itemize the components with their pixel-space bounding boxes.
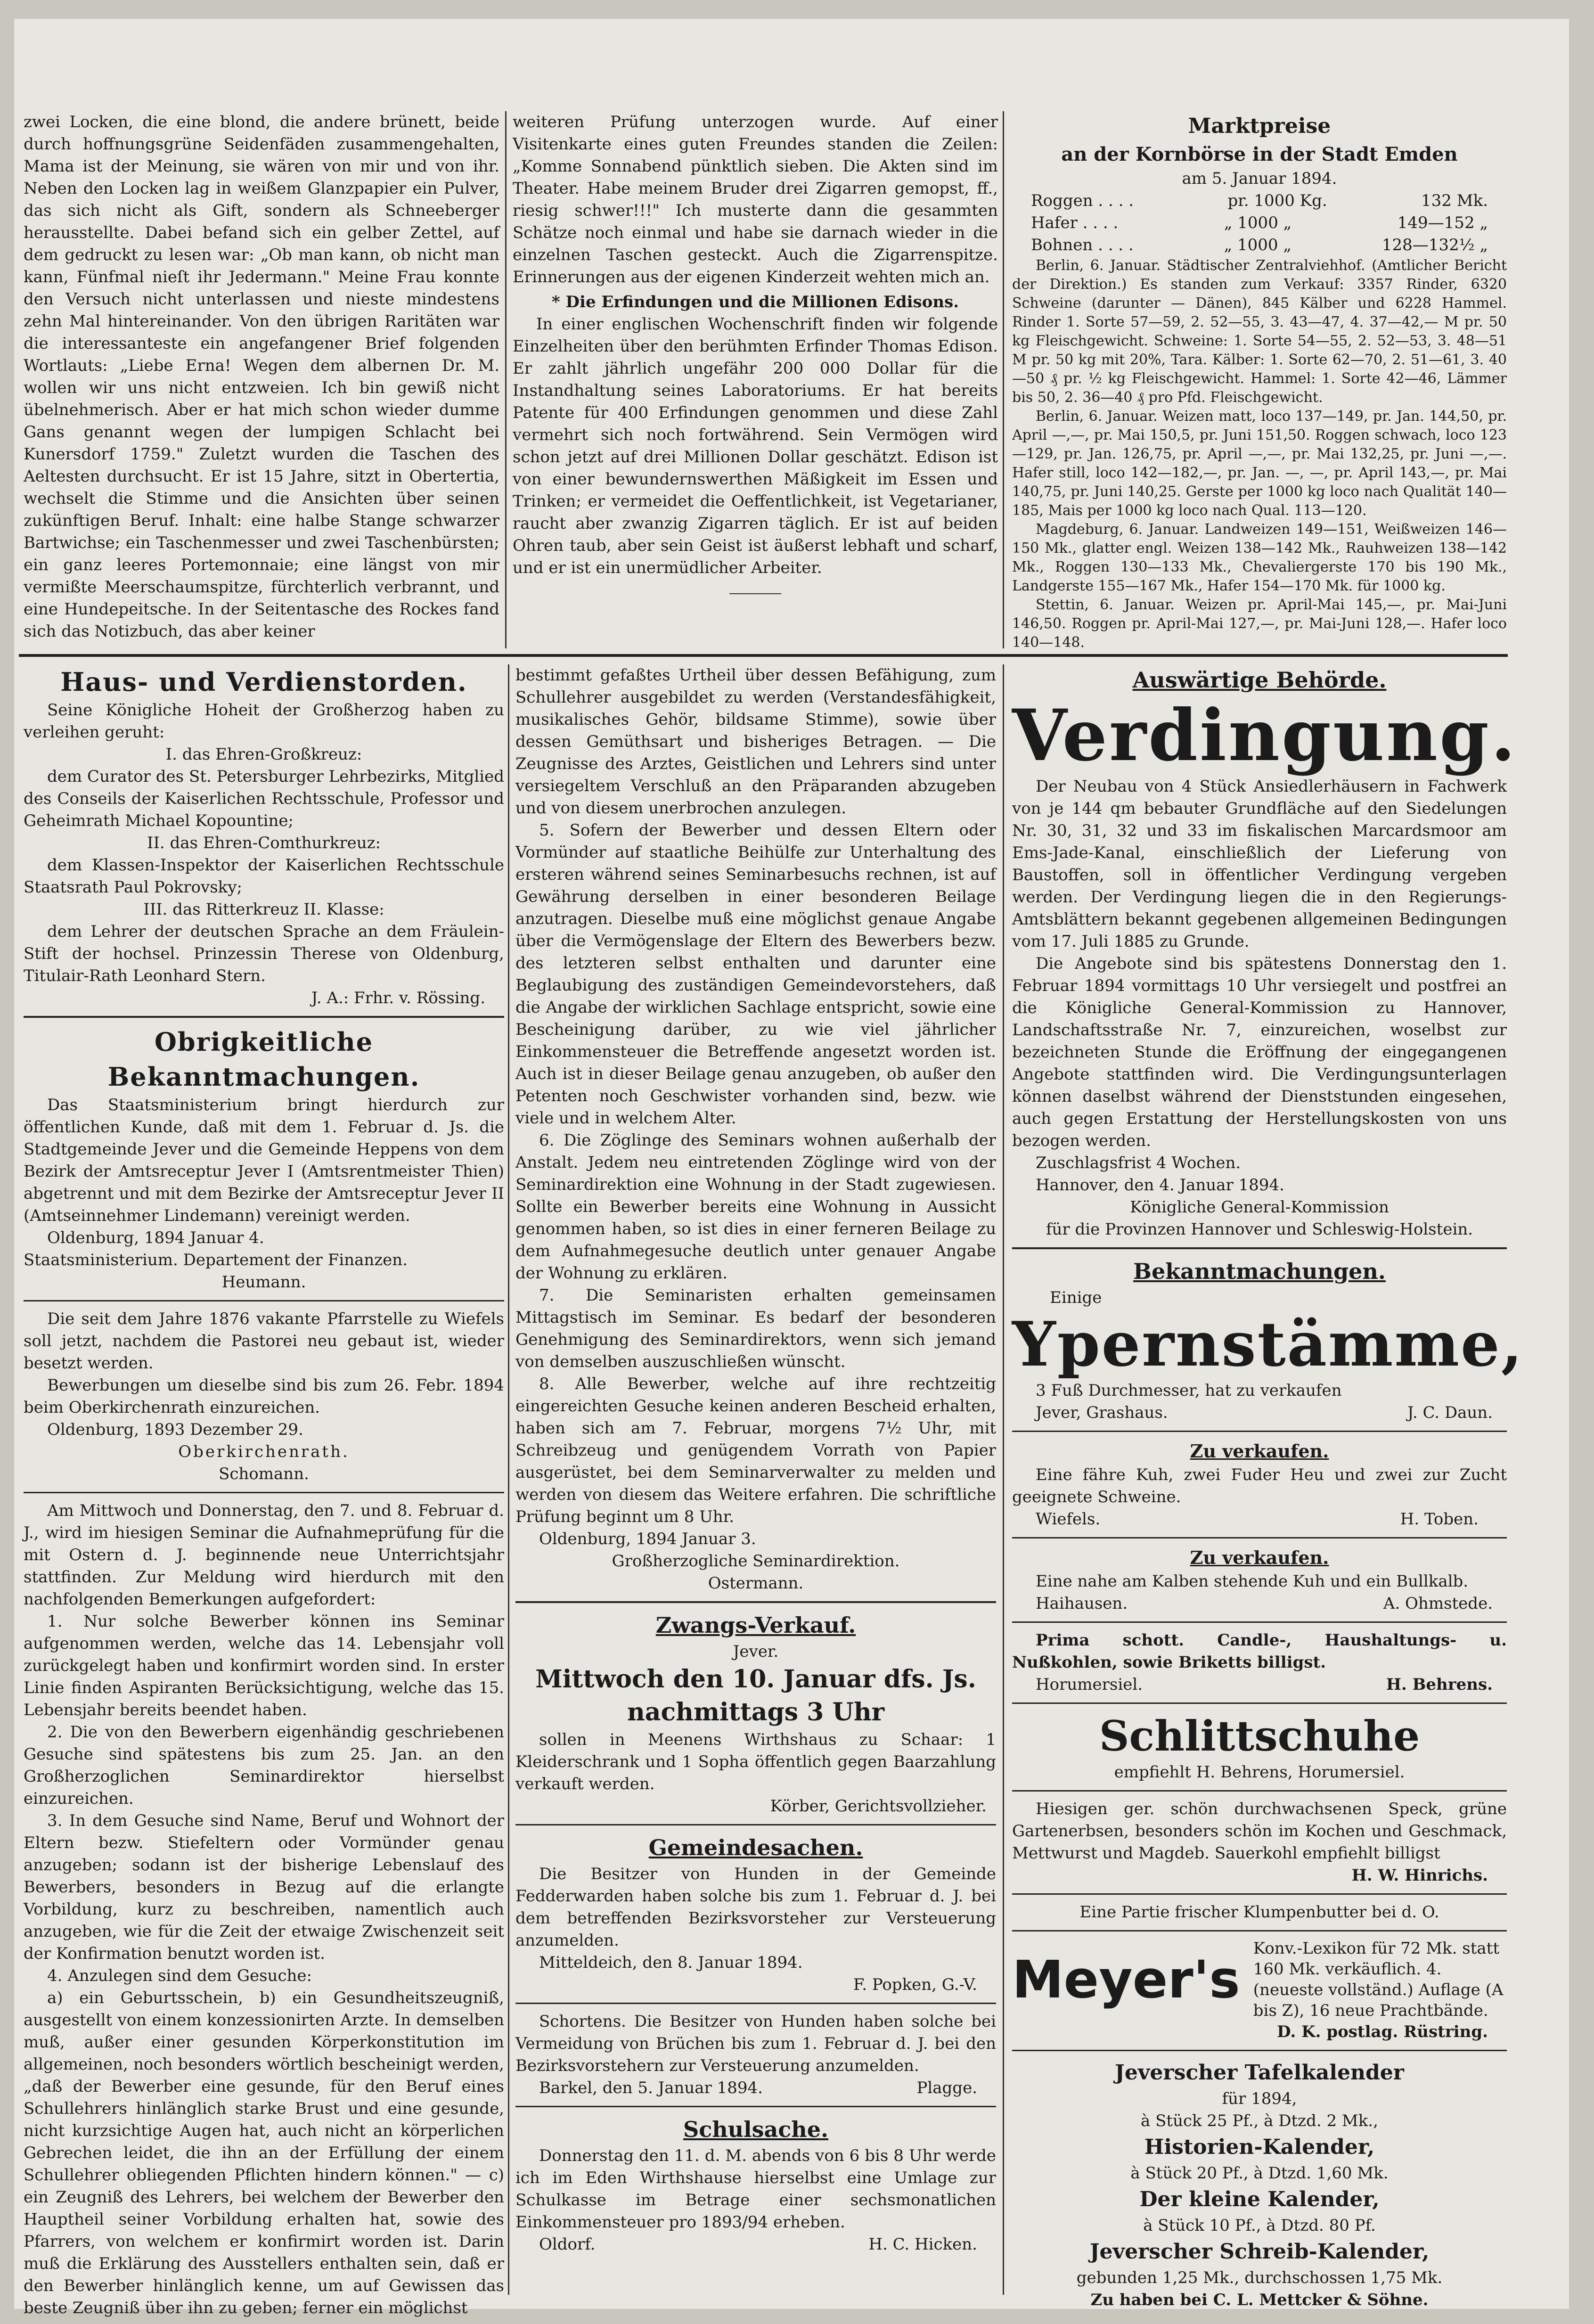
rule — [1012, 1431, 1507, 1432]
pfarr-signature: Oberkirchenrath. — [178, 1442, 350, 1461]
seminar-item-4: 4. Anzulegen sind dem Gesuche: — [47, 1966, 312, 1985]
orden-class-3: III. das Ritterkreuz II. Klasse: — [143, 900, 384, 919]
seminar-item-2: 2. Die von den Bewerbern eigenhändig geschriebenen Gesuche sind spätestens bis zum 25. Jan. an den Großherzoglichen Seminardirektor hierselbst einzureichen. — [24, 1723, 504, 1808]
market-price-name: Bohnen . . . . — [1031, 236, 1134, 254]
auswaertige-title: Auswärtige Behörde. — [1132, 667, 1387, 693]
obrig-text: Das Staatsministerium bringt hierdurch zur öffentlichen Kunde, daß mit dem 1. Februar d. Js. die Stadtgemeinde Jever und die Gemeinde Heppens von dem Bezirk der Amtsreceptur Jever I (Amtsrentmeister Thien) abgetrennt und mit dem Bezirke der Amtsreceptur Jever II (Amtseinnehmer Lindemann) vereinigt werden. — [24, 1096, 504, 1225]
column-divider — [505, 111, 507, 648]
column-divider — [508, 664, 509, 2295]
newspaper-page — [14, 19, 1569, 2317]
column-2-top — [513, 111, 998, 648]
schortens-date: Barkel, den 5. Januar 1894. — [539, 2079, 763, 2097]
seminar-item-1: 1. Nur solche Bewerber können ins Seminar aufgenommen werden, welche das 14. Lebensjahr voll zurückgelegt haben und konfirmirt worden sind. In erster Linie finden Aspiranten Berücksichtigung, welche das 15. Lebensjahr bereits beendet haben. — [24, 1612, 504, 1719]
article-end-rule — [729, 593, 781, 594]
rule — [1012, 1702, 1507, 1704]
seminar-date: Oldenburg, 1894 Januar 3. — [539, 1530, 756, 1548]
rule — [1012, 1537, 1507, 1538]
rule — [1012, 1790, 1507, 1792]
article-heading: * Die Erfindungen und die Millionen Edisons. — [551, 293, 959, 311]
verkaufen-2-title: Zu verkaufen. — [1190, 1547, 1329, 1568]
zwang-date: Mittwoch den 10. Januar dfs. Js. — [535, 1665, 976, 1694]
schulsache-title: Schulsache. — [683, 2117, 829, 2142]
seminar-continued: bestimmt gefaßtes Urtheil über dessen Befähigung, zum Schullehrer ausgebildet zu werden (Verstandesfähigkeit, musikalisches Gehör, bildsame Stimme), sowie über dessen Gemüthsart und bisheriges Betragen. — Die Zeugnisse des Arztes, Geistlichen und Lehrers sind unter versiegeltem Verschluß an den Präparanden abzugeben und von diesem unerbrochen anzulegen. — [515, 666, 996, 818]
column-divider — [1003, 664, 1004, 2295]
verkaufen-2-text: Eine nahe am Kalben stehende Kuh und ein Bullkalb. — [1036, 1572, 1469, 1591]
schlittschuhe-text: empfiehlt H. Behrens, Horumersiel. — [1114, 1763, 1405, 1782]
orden-class-2: II. das Ehren-Comthurkreuz: — [147, 834, 381, 852]
gemeinde-title: Gemeindesachen. — [648, 1835, 863, 1860]
orden-signature: J. A.: Frhr. v. Rössing. — [311, 989, 485, 1007]
speck-signature: H. W. Hinrichs. — [1351, 1866, 1488, 1885]
verkaufen-1-place: Wiefels. — [1036, 1510, 1101, 1529]
market-price-unit: „ 1000 „ — [1224, 213, 1292, 232]
column-2 — [515, 664, 996, 2299]
gemeinde-date: Mitteldeich, den 8. Januar 1894. — [539, 1953, 803, 1972]
market-price-row — [1031, 234, 1488, 256]
rule — [1012, 1247, 1507, 1249]
orden-recipient-1: dem Curator des St. Petersburger Lehrbezirks, Mitglied des Conseils der Kaiserlichen Rechtsschule, Professor und Geheimrath Michael Kopountine; — [24, 767, 504, 830]
market-report-stettin: Stettin, 6. Januar. Weizen pr. April-Mai 145,—, pr. Mai-Juni 146,50. Roggen pr. April-Mai 127,—, pr. Mai-Juni 128,—. Hafer loco 140—148. — [1012, 597, 1507, 651]
schlittschuhe-title: Schlittschuhe — [1099, 1711, 1420, 1760]
seminar-item-5: 5. Sofern der Bewerber und dessen Eltern oder Vormünder auf staatliche Beihülfe zur Unterhaltung des ersteren während seines Seminarbesuchs rechnen, ist auf Gewährung derselben in einer besonderen Beilage anzutragen. Dieselbe muß eine möglichst genaue Angabe über die Vermögenslage der Eltern des Bewerbers bezw. des letzteren selbst enthalten und darunter eine Beglaubigung des zuständigen Gemeindevorstehers, daß die Angabe der wirklichen Sachlage entspricht, sowie eine Bescheinigung darüber, zu wie viel jährlicher Einkommensteuer die Betreffende angesetzt worden ist. Auch ist in dieser Beilage genau anzugeben, ob außer den Petenten noch Geschwister vorhanden sind, bezw. wie viele und in welchem Alter. — [515, 821, 996, 1128]
column-divider — [1003, 111, 1004, 648]
verkaufen-2-footer — [1012, 1593, 1507, 1615]
rule — [1012, 1893, 1507, 1895]
verkaufen-1-title: Zu verkaufen. — [1190, 1440, 1329, 1462]
yp-title: Ypernstämme, — [1012, 1308, 1524, 1380]
market-price-row — [1031, 190, 1488, 212]
schulsache-footer — [515, 2234, 996, 2256]
column-3 — [1012, 664, 1524, 2309]
rule — [24, 1300, 504, 1301]
schreibkalender-title: Jeverscher Schreib-Kalender, — [1089, 2240, 1430, 2264]
meyer-ad — [1012, 1938, 1507, 2021]
schulsache-text: Donnerstag den 11. d. M. abends von 6 bis 8 Uhr werde ich im Eden Wirthshause hierselbst eine Umlage zur Schulkasse im Betrage einer sechsmonatlichen Einkommensteuer pro 1893/94 erheben. — [515, 2146, 996, 2232]
column-1-top — [24, 111, 499, 648]
obrig-signature-name: Heumann. — [221, 1273, 306, 1292]
market-price-unit: pr. 1000 Kg. — [1227, 191, 1327, 210]
verkaufen-2-place: Haihausen. — [1036, 1594, 1128, 1613]
yp-pre: Einige — [1050, 1288, 1102, 1307]
verdingung-signature: Königliche General-Kommission — [1130, 1198, 1389, 1217]
rule — [1012, 1621, 1507, 1623]
kalender-vendor: Zu haben bei C. L. Mettcker & Söhne. — [1090, 2291, 1429, 2309]
market-report-berlin-cattle: Berlin, 6. Januar. Städtischer Zentralviehhof. (Amtlicher Bericht der Direktion.) Es standen zum Verkauf: 3357 Rinder, 6320 Schweine (darunter — Dänen), 845 Kälber und 6228 Hammel. Rinder 1. Sorte 57—59, 2. 52—55, 3. 43—47, 4. 37—42,— M pr. 50 kg Fleischgewicht. Schweine: 1. Sorte 54—55, 2. 52—53, 3. 48—51 M pr. 50 kg mit 20%, Tara. Kälber: 1. Sorte 62—70, 2. 51—61, 3. 40—50 ₰ pr. ½ kg Fleischgewicht. Hammel: 1. Sorte 42—46, Lämmer bis 50, 2. 36—40 ₰ pro Pfd. Fleischgewicht. — [1012, 257, 1507, 406]
seminar-signature-name: Ostermann. — [708, 1574, 804, 1593]
verkaufen-1-text: Eine fähre Kuh, zwei Fuder Heu und zwei zur Zucht geeignete Schweine. — [1012, 1465, 1507, 1506]
rule — [1012, 2050, 1507, 2051]
market-price-name: Hafer . . . . — [1031, 213, 1119, 232]
meyer-signature: D. K. postlag. Rüstring. — [1277, 2022, 1488, 2041]
schortens-signature: Plagge. — [916, 2079, 977, 2097]
kohlen-place: Horumersiel. — [1036, 1675, 1143, 1694]
rule — [24, 1016, 504, 1018]
verkaufen-2-signature: A. Ohmstede. — [1383, 1594, 1493, 1613]
historien-price: à Stück 20 Pf., à Dtzd. 1,60 Mk. — [1130, 2164, 1389, 2183]
seminar-item-8: 8. Alle Bewerber, welche auf ihre rechtzeitig eingereichten Gesuche keinen anderen Bescheid erhalten, haben sich am 7. Februar, morgens 7½ Uhr, mit Schreibzeug und genügendem Vorrath von Papier ausgerüstet, bei dem Seminarverwalter zu melden und werden von diesem das Weitere erfahren. Die schriftliche Prüfung beginnt um 8 Uhr. — [515, 1375, 996, 1526]
orden-title: Haus- und Verdienstorden. — [60, 667, 467, 697]
market-report-magdeburg: Magdeburg, 6. Januar. Landweizen 149—151, Weißweizen 146—150 Mk., glatter engl. Weizen 138—142 Mk., Rauhweizen 138—142 Mk., Roggen 130—133 Mk., Chevaliergerste 170 bis 190 Mk., Landgerste 155—167 Mk., Hafer 154—170 Mk. für 1000 kg. — [1012, 521, 1507, 594]
kohlen-signature: H. Behrens. — [1386, 1675, 1493, 1694]
meyer-text: Konv.-Lexikon für 72 Mk. statt 160 Mk. verkäuflich. 4. (neueste vollständ.) Auflage (A bis Z), 16 neue Prachtbände. — [1253, 1939, 1504, 2020]
obrig-signature: Staatsministerium. Departement der Finanzen. — [24, 1251, 408, 1269]
obrig-date: Oldenburg, 1894 Januar 4. — [47, 1228, 264, 1247]
kohlen-text: Prima schott. Candle-, Haushaltungs- u. Nußkohlen, sowie Briketts billigst. — [1012, 1631, 1507, 1672]
market-price-table — [1012, 190, 1507, 256]
rule — [515, 2003, 996, 2004]
yp-signature: J. C. Daun. — [1407, 1403, 1493, 1422]
market-price-unit: „ 1000 „ — [1224, 236, 1292, 254]
column-3-top — [1012, 111, 1507, 651]
schulsache-signature: H. C. Hicken. — [868, 2235, 977, 2254]
bekanntmachungen-title: Bekanntmachungen. — [1133, 1259, 1386, 1284]
market-subtitle: an der Kornbörse in der Stadt Emden — [1061, 143, 1458, 165]
rule — [515, 2106, 996, 2107]
market-report-berlin-grain: Berlin, 6. Januar. Weizen matt, loco 137—149, pr. Jan. 144,50, pr. April —,—, pr. Mai 150,5, pr. Juni 151,50. Roggen schwach, loco 123—129, pr. Jan. 126,75, pr. April —,—, pr. Mai 132,25, pr. Juni —,—. Hafer still, loco 142—182,—, pr. Jan. —, —, pr. April 143,—, pr. Mai 140,75, pr. Juni 140,25. Gerste per 1000 kg loco nach Qualität 140—185, Mais per 1000 kg loco nach Qual. 113—120. — [1012, 408, 1507, 519]
market-price-row — [1031, 212, 1488, 234]
verdingung-signature-2: für die Provinzen Hannover und Schleswig-Holstein. — [1046, 1220, 1473, 1239]
column-1 — [24, 664, 504, 2317]
seminar-signature: Großherzogliche Seminardirektion. — [612, 1552, 900, 1571]
rule — [515, 1601, 996, 1603]
seminar-intro: Am Mittwoch und Donnerstag, den 7. und 8. Februar d. J., wird im hiesigen Seminar die Aufnahmeprüfung für die mit Ostern d. J. beginnende neue Unterrichtsjahr stattfinden. Zur Meldung wird hierdurch mit den nachfolgenden Bemerkungen aufgefordert: — [24, 1501, 504, 1609]
zwang-time: nachmittags 3 Uhr — [627, 1698, 885, 1727]
kohlen-footer — [1012, 1674, 1507, 1696]
seminar-item-3: 3. In dem Gesuche sind Name, Beruf und Wohnort der Eltern bezw. Stiefeltern oder Vormünder genau anzugeben; sodann ist der bisherige Lebenslauf des Bewerbers, besonders in Bezug auf die erlangte Vorbildung, kurz zu beschreiben, namentlich auch anzugeben, wie für die Zeit der etwaige Zwischenzeit seit der Konfirmation benutzt worden ist. — [24, 1811, 504, 1963]
tafelkalender-price: à Stück 25 Pf., à Dtzd. 2 Mk., — [1141, 2111, 1378, 2130]
market-price-price: 149—152 „ — [1397, 213, 1488, 232]
rule — [1012, 1930, 1507, 1931]
market-date: am 5. Januar 1894. — [1182, 169, 1337, 188]
yp-footer — [1012, 1402, 1507, 1424]
market-price-name: Roggen . . . . — [1031, 191, 1134, 210]
orden-intro: Seine Königliche Hoheit der Großherzog haben zu verleihen geruht: — [24, 701, 504, 742]
meyer-title: Meyer's — [1012, 1949, 1240, 2010]
verkaufen-1-signature: H. Toben. — [1400, 1510, 1479, 1529]
verdingung-text-2: Die Angebote sind bis spätestens Donnerstag den 1. Februar 1894 vormittags 10 Uhr versiegelt und postfrei an die Königliche General-Kommission zu Hannover, Landschaftsstraße Nr. 7, einzureichen, woselbst zur bezeichneten Stunde die Eröffnung der eingegangenen Angebote stattfinden wird. Die Verdingungsunterlagen können daselbst während der Dienststunden eingesehen, auch gegen Erstattung der Herstellungskosten von uns bezogen werden. — [1012, 954, 1507, 1150]
tafelkalender-year: für 1894, — [1222, 2089, 1297, 2108]
yp-place: Jever, Grashaus. — [1036, 1403, 1168, 1422]
verdingung-date: Hannover, den 4. Januar 1894. — [1036, 1176, 1284, 1195]
verdingung-text-3: Zuschlagsfrist 4 Wochen. — [1036, 1154, 1241, 1172]
schortens-footer — [515, 2077, 996, 2099]
schulsache-place: Oldorf. — [539, 2235, 596, 2254]
kleiner-kalender-title: Der kleine Kalender, — [1139, 2187, 1380, 2211]
pfarr-text-2: Bewerbungen um dieselbe sind bis zum 26. Febr. 1894 beim Oberkirchenrath einzureichen. — [24, 1376, 504, 1417]
speck-text: Hiesigen ger. schön durchwachsenen Speck, grüne Gartenerbsen, besonders schön im Kochen und Geschmack, Mettwurst und Magdeb. Sauerkohl empfiehlt billigst — [1012, 1800, 1507, 1863]
pfarr-signature-name: Schomann. — [219, 1465, 309, 1483]
obrig-title: Obrigkeitliche Bekanntmachungen. — [107, 1027, 420, 1092]
seminar-item-7: 7. Die Seminaristen erhalten gemeinsamen Mittagstisch im Seminar. Es bedarf der besonderen Genehmigung des Seminardirektors, wenn sich jemand von demselben auszuschließen wünscht. — [515, 1286, 996, 1371]
article-paragraph: In einer englischen Wochenschrift finden wir folgende Einzelheiten über den berühmten Erfinder Thomas Edison. Er zahlt jährlich ungefähr 200 000 Dollar für die Instandhaltung seines Laboratoriums. Er hat bereits Patente für 400 Erfindungen genommen und diese Zahl vermehrt sich noch fortwährend. Sein Vermögen wird schon jetzt auf drei Millionen Dollar geschätzt. Edison ist von einer bewundernswerthen Mäßigkeit im Essen und Trinken; er vermeidet die Oeffentlichkeit, ist Vegetarianer, raucht aber zwanzig Zigarren täglich. Er ist auf beiden Ohren taub, aber sein Geist ist äußerst lebhaft und scharf, und er ist ein unermüdlicher Arbeiter. — [513, 315, 998, 577]
schortens-text: Schortens. Die Besitzer von Hunden haben solche bei Vermeidung von Brüchen bis zum 1. Februar d. J. bei den Bezirksvorstehern zur Versteuerung anzumelden. — [515, 2012, 996, 2075]
orden-recipient-3: dem Lehrer der deutschen Sprache an dem Fräulein-Stift der hochsel. Prinzessin Therese von Oldenburg, Titulair-Rath Leonhard Stern. — [24, 922, 504, 985]
schreibkalender-text: gebunden 1,25 Mk., durchschossen 1,75 Mk. — [1076, 2268, 1443, 2287]
orden-recipient-2: dem Klassen-Inspektor der Kaiserlichen Rechtsschule Staatsrath Paul Pokrovsky; — [24, 856, 504, 897]
market-price-price: 132 Mk. — [1421, 191, 1488, 210]
story-paragraph: weiteren Prüfung unterzogen wurde. Auf einer Visitenkarte eines guten Freundes standen die Zeilen: „Komme Sonnabend pünktlich sieben. Die Akten sind im Theater. Habe meinem Bruder drei Zigarren gemopst, ff., riesig schwer!!!" Ich musterte dann die gesammten Schätze noch einmal und habe sie darnach wieder in die einzelnen Taschen gesteckt. Auch die Zigarrenspitze. Erinnerungen aus der eigenen Kinderzeit wehten mich an. — [513, 113, 998, 286]
market-title: Marktpreise — [1188, 114, 1331, 138]
kleiner-kalender-price: à Stück 10 Pf., à Dtzd. 80 Pf. — [1143, 2216, 1376, 2235]
butter-text: Eine Partie frischer Klumpenbutter bei d. O. — [1079, 1903, 1439, 1922]
yp-text: 3 Fuß Durchmesser, hat zu verkaufen — [1036, 1381, 1342, 1400]
verdingung-title: Verdingung. — [1012, 694, 1518, 777]
pfarr-date: Oldenburg, 1893 Dezember 29. — [47, 1420, 303, 1439]
story-paragraph: zwei Locken, die eine blond, die andere brünett, beide durch hoffnungsgrüne Seidenfäden zusammengehalten, Mama ist der Meinung, sie wären von mir und von ihr. Neben den Locken lag in weißem Glanzpapier ein Pulver, das sich nicht als Gift, sondern als Schneeberger herausstellte. Dabei befand sich ein gelber Zettel, auf dem gedruckt zu lesen war: „Ob man kann, ob nicht man kann, Fünfmal nieſt ihr Jedermann." Meine Frau konnte den Versuch nicht unterlassen und nieste mindestens zehn Mal hintereinander. Von den übrigen Raritäten war die interessanteste ein angefangener Brief folgenden Wortlauts: „Liebe Erna! Wegen dem albernen Dr. M. wollen wir uns nicht entzweien. Ich bin gewiß nicht übelnehmerisch. Aber er hat mich schon wieder dumme Gans genannt wegen der lumpigen Schlacht bei Kunersdorf 1759." Zuletzt wurden die Taschen des Aeltesten durchsucht. Er ist 15 Jahre, sitzt in Obertertia, wechselt die Stimme und die Ansichten über seinen zukünftigen Beruf. Inhalt: eine halbe Stange schwarzer Bartwichse; ein Taschenmesser und zwei Taschenbürsten; ein ganz leeres Portemonnaie; eine längst von mir vermißte Meerschaumspitze, fürchterlich verbrannt, und eine Hundepeitsche. In der Seitentasche des Rockes fand sich das Notizbuch, das aber keiner — [24, 113, 499, 641]
gemeinde-signature: F. Popken, G.-V. — [853, 1975, 977, 1994]
zwang-text: sollen in Meenens Wirthshaus zu Schaar: 1 Kleiderschrank und 1 Sopha öffentlich gegen Baarzahlung verkauft werden. — [515, 1730, 996, 1793]
tafelkalender-title: Jeverscher Tafelkalender — [1115, 2061, 1404, 2085]
verkaufen-1-footer — [1012, 1508, 1507, 1530]
pfarr-text: Die seit dem Jahre 1876 vakante Pfarrstelle zu Wiefels soll jetzt, nachdem die Pastorei neu gebaut ist, wieder besetzt werden. — [24, 1309, 504, 1373]
zwang-title: Zwangs-Verkauf. — [655, 1612, 856, 1638]
zwang-signature: Körber, Gerichtsvollzieher. — [770, 1797, 987, 1816]
zwang-place: Jever. — [733, 1642, 779, 1661]
rule — [24, 1492, 504, 1493]
rule — [515, 1824, 996, 1825]
verdingung-text-1: Der Neubau von 4 Stück Ansiedlerhäusern in Fachwerk von je 144 qm bebauter Grundfläche auf den Siedelungen Nr. 30, 31, 32 und 33 im fiskalischen Marcardsmoor am Ems-Jade-Kanal, einschließlich der Lieferung von Baustoffen, soll in öffentlicher Verdingung vergeben werden. Der Verdingung liegen die in den Regierungs-Amtsblättern bekannt gegebenen allgemeinen Bedingungen vom 17. Juli 1885 zu Grunde. — [1012, 777, 1507, 951]
market-price-price: 128—132½ „ — [1381, 236, 1488, 254]
section-rule — [19, 654, 1508, 657]
seminar-item-4a: a) ein Geburtsschein, b) ein Gesundheitszeugniß, ausgestellt von einem konzessionirten Arzte. In demselben muß, außer einer gesunden Körperkonstitution im allgemeinen, noch besonders wörtlich bescheinigt werden, „daß der Bewerber eine gesunde, für den Beruf eines Schullehrers hinlänglich starke Brust und eine gesunde, nicht kurzsichtige Augen hat, auch nicht an körperlichen Gebrechen leidet, die ihn an der Erfüllung der einem Schullehrer obliegenden Pflichten hindern können." — c) ein Zeugniß des Lehrers, bei welchem der Bewerber den Hauptheil seiner Vorbildung erhalten hat, sowie des Pfarrers, von welchem er konfirmirt worden ist. Darin muß die Erklärung des Ausstellers enthalten sein, daß er den Bewerber hinlänglich kenne, um auf Gewissen das beste Zeugniß über ihn zu geben; ferner ein möglichst — [24, 1988, 504, 2317]
orden-class-1: I. das Ehren-Großkreuz: — [165, 745, 362, 764]
gemeinde-text: Die Besitzer von Hunden in der Gemeinde Fedderwarden haben solche bis zum 1. Februar d. J. bei dem betreffenden Bezirksvorsteher zur Versteuerung anzumelden. — [515, 1865, 996, 1950]
historien-title: Historien-Kalender, — [1144, 2135, 1375, 2159]
seminar-item-6: 6. Die Zöglinge des Seminars wohnen außerhalb der Anstalt. Jedem neu eintretenden Zöglinge wird von der Seminardirektion eine Wohnung in der Stadt zugewiesen. Sollte ein Bewerber bereits eine Wohnung in Aussicht genommen haben, so ist dies in einer ferneren Beilage zu dem Aufnahmegesuche deutlich unter genauer Angabe der Wohnung zu erklären. — [515, 1131, 996, 1283]
